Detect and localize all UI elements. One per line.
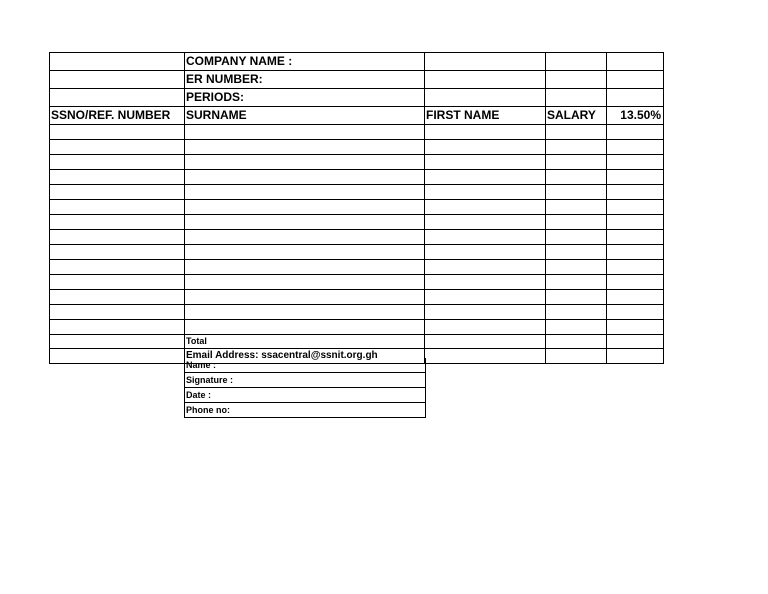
contribution-table — [49, 52, 664, 364]
er-number-row — [50, 71, 664, 89]
er-number-label: ER NUMBER: — [185, 71, 425, 89]
cell[interactable] — [50, 71, 185, 89]
cell[interactable] — [185, 260, 425, 275]
cell[interactable] — [50, 140, 185, 155]
cell[interactable] — [50, 200, 185, 215]
column-header-surname: SURNAME — [185, 107, 425, 125]
cell[interactable] — [50, 125, 185, 140]
table-row — [50, 140, 664, 155]
cell[interactable] — [185, 290, 425, 305]
cell[interactable] — [425, 245, 546, 260]
cell[interactable] — [185, 185, 425, 200]
table-row — [50, 185, 664, 200]
cell[interactable] — [425, 320, 546, 335]
cell[interactable] — [546, 245, 607, 260]
cell[interactable] — [425, 230, 546, 245]
cell[interactable] — [425, 275, 546, 290]
cell[interactable] — [425, 335, 546, 349]
cell[interactable] — [50, 275, 185, 290]
cell[interactable] — [425, 140, 546, 155]
cell[interactable] — [607, 125, 664, 140]
phone-label[interactable]: Phone no: — [185, 403, 426, 418]
cell[interactable] — [607, 200, 664, 215]
cell[interactable] — [185, 200, 425, 215]
cell[interactable] — [50, 155, 185, 170]
cell[interactable] — [185, 305, 425, 320]
cell[interactable] — [50, 230, 185, 245]
cell[interactable] — [546, 185, 607, 200]
cell[interactable] — [607, 170, 664, 185]
cell[interactable] — [185, 245, 425, 260]
signature-label[interactable]: Signature : — [185, 373, 426, 388]
cell[interactable] — [546, 53, 607, 71]
cell[interactable] — [425, 170, 546, 185]
cell[interactable] — [546, 230, 607, 245]
company-name-row — [50, 53, 664, 71]
cell[interactable] — [546, 260, 607, 275]
cell[interactable] — [50, 53, 185, 71]
cell[interactable] — [50, 305, 185, 320]
cell[interactable] — [425, 305, 546, 320]
date-label[interactable]: Date : — [185, 388, 426, 403]
cell[interactable] — [425, 71, 546, 89]
cell[interactable] — [50, 335, 185, 349]
name-label[interactable]: Name : — [185, 358, 426, 373]
cell[interactable] — [425, 155, 546, 170]
cell[interactable] — [50, 290, 185, 305]
cell[interactable] — [425, 290, 546, 305]
cell[interactable] — [425, 53, 546, 71]
cell[interactable] — [607, 215, 664, 230]
cell[interactable] — [185, 140, 425, 155]
cell[interactable] — [425, 125, 546, 140]
cell[interactable] — [50, 89, 185, 107]
cell[interactable] — [607, 140, 664, 155]
cell[interactable] — [50, 320, 185, 335]
column-header-ssno: SSNO/REF. NUMBER — [50, 107, 185, 125]
cell[interactable] — [185, 230, 425, 245]
table-row — [50, 290, 664, 305]
cell[interactable] — [607, 305, 664, 320]
cell[interactable] — [607, 155, 664, 170]
company-name-label: COMPANY NAME : — [185, 53, 425, 71]
column-header-first-name: FIRST NAME — [425, 107, 546, 125]
cell[interactable] — [546, 89, 607, 107]
cell[interactable] — [546, 140, 607, 155]
cell[interactable] — [546, 155, 607, 170]
cell[interactable] — [425, 215, 546, 230]
column-header-rate: 13.50% — [607, 107, 664, 125]
cell[interactable] — [546, 305, 607, 320]
cell[interactable] — [607, 53, 664, 71]
cell[interactable] — [607, 290, 664, 305]
table-row — [50, 305, 664, 320]
cell[interactable] — [185, 155, 425, 170]
cell[interactable] — [546, 71, 607, 89]
cell[interactable] — [546, 275, 607, 290]
cell[interactable] — [607, 230, 664, 245]
column-header-salary: SALARY — [546, 107, 607, 125]
cell[interactable] — [425, 349, 546, 364]
contribution-schedule-sheet — [49, 52, 664, 364]
cell[interactable] — [607, 335, 664, 349]
cell[interactable] — [607, 71, 664, 89]
table-row — [50, 215, 664, 230]
cell[interactable] — [185, 215, 425, 230]
cell[interactable] — [546, 335, 607, 349]
cell[interactable] — [607, 260, 664, 275]
cell[interactable] — [50, 215, 185, 230]
cell[interactable] — [425, 260, 546, 275]
cell[interactable] — [546, 215, 607, 230]
cell[interactable] — [425, 185, 546, 200]
table-row — [50, 260, 664, 275]
cell[interactable] — [546, 290, 607, 305]
signoff-block — [184, 358, 426, 418]
cell[interactable] — [425, 89, 546, 107]
cell[interactable] — [607, 89, 664, 107]
table-row — [50, 125, 664, 140]
cell[interactable] — [546, 320, 607, 335]
cell[interactable] — [185, 275, 425, 290]
total-row — [50, 335, 664, 349]
cell[interactable] — [546, 200, 607, 215]
cell[interactable] — [425, 200, 546, 215]
cell[interactable] — [50, 170, 185, 185]
cell[interactable] — [607, 275, 664, 290]
cell[interactable] — [50, 185, 185, 200]
cell[interactable] — [50, 245, 185, 260]
cell[interactable] — [185, 320, 425, 335]
cell[interactable] — [607, 245, 664, 260]
table-row — [50, 170, 664, 185]
cell[interactable] — [546, 349, 607, 364]
email-address-label: Email Address: ssacentral@ssnit.org.gh — [185, 349, 425, 364]
table-row — [50, 320, 664, 335]
table-row — [50, 155, 664, 170]
cell[interactable] — [607, 349, 664, 364]
table-row — [50, 245, 664, 260]
cell[interactable] — [185, 125, 425, 140]
cell[interactable] — [546, 170, 607, 185]
total-label: Total — [185, 335, 425, 349]
cell[interactable] — [607, 320, 664, 335]
cell[interactable] — [50, 260, 185, 275]
cell[interactable] — [546, 125, 607, 140]
cell[interactable] — [185, 170, 425, 185]
cell[interactable] — [50, 349, 185, 364]
periods-row — [50, 89, 664, 107]
data-rows — [50, 125, 664, 335]
column-header-row — [50, 107, 664, 125]
table-row — [50, 275, 664, 290]
table-row — [50, 200, 664, 215]
table-row — [50, 230, 664, 245]
periods-label: PERIODS: — [185, 89, 425, 107]
cell[interactable] — [607, 185, 664, 200]
